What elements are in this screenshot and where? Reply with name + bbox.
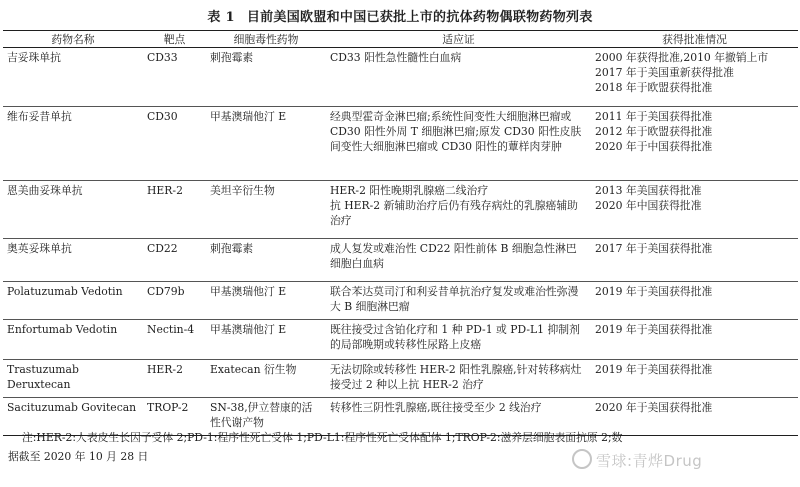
drug-name-cell: Sacituzumab Govitecan bbox=[7, 401, 137, 414]
approval-line: 2013 年美国获得批准 bbox=[595, 184, 702, 197]
payload-cell: SN-38,伊立替康的活性代谢产物 bbox=[210, 401, 313, 429]
target-cell: CD33 bbox=[147, 51, 178, 64]
approval-line: 2019 年于美国获得批准 bbox=[595, 363, 713, 376]
indication-text: CD33 阳性急性髓性白血病 bbox=[330, 51, 462, 64]
indication-text: 无法切除或转移性 HER-2 阳性乳腺癌,针对转移病灶接受过 2 种以上抗 HER-2 治疗 bbox=[330, 363, 582, 391]
indication-cell bbox=[326, 282, 591, 320]
approval-line: 2011 年于美国获得批准 bbox=[595, 110, 713, 123]
payload-cell: 甲基澳瑞他汀 E bbox=[210, 323, 287, 336]
approval-cell bbox=[591, 181, 798, 239]
adc-drug-table bbox=[3, 30, 798, 436]
indication-text: 联合苯达莫司汀和利妥昔单抗治疗复发或难治性弥漫大 B 细胞淋巴瘤 bbox=[330, 285, 579, 313]
table-row bbox=[3, 239, 798, 282]
approval-line: 2020 年中国获得批准 bbox=[595, 199, 702, 212]
footnote-line: 注:HER-2:人表皮生长因子受体 2;PD-1:程序性死亡受体 1;PD-L1:程序性死亡受体配体 1;TROP-2:滋养层细胞表面抗原 2;数 bbox=[22, 431, 623, 444]
indication-cell bbox=[326, 48, 591, 107]
drug-name-cell: 恩美曲妥珠单抗 bbox=[7, 184, 83, 197]
indication-text: 成人复发或难治性 CD22 阳性前体 B 细胞急性淋巴细胞白血病 bbox=[330, 242, 577, 270]
approval-line: 2000 年获得批准,2010 年撤销上市 bbox=[595, 51, 769, 64]
approval-cell bbox=[591, 282, 798, 320]
target-cell: TROP-2 bbox=[147, 401, 189, 414]
table-row bbox=[3, 360, 798, 398]
approval-cell bbox=[591, 320, 798, 360]
indication-text: 转移性三阴性乳腺癌,既往接受至少 2 线治疗 bbox=[330, 401, 542, 414]
payload-cell: 美坦辛衍生物 bbox=[210, 184, 275, 197]
approval-line: 2019 年于美国获得批准 bbox=[595, 323, 713, 336]
table-title: 目前美国欧盟和中国已获批上市的抗体药物偶联物药物列表 bbox=[246, 10, 593, 25]
payload-cell: Exatecan 衍生物 bbox=[210, 363, 297, 376]
payload-cell: 刺孢霉素 bbox=[210, 242, 254, 255]
table-row bbox=[3, 181, 798, 239]
indication-text: 既往接受过含铂化疗和 1 种 PD-1 或 PD-L1 抑制剂的局部晚期或转移性尿路上皮癌 bbox=[330, 323, 580, 351]
snowball-logo-icon bbox=[572, 449, 592, 469]
approval-cell bbox=[591, 239, 798, 282]
table-row bbox=[3, 48, 798, 107]
header-approval: 获得批准情况 bbox=[662, 32, 727, 46]
approval-line: 2020 年于美国获得批准 bbox=[595, 401, 713, 414]
target-cell: Nectin-4 bbox=[147, 323, 195, 336]
drug-name-cell: Enfortumab Vedotin bbox=[7, 323, 118, 336]
target-cell: CD30 bbox=[147, 110, 178, 123]
indication-cell bbox=[326, 107, 591, 181]
approval-line: 2017 年于美国重新获得批准 bbox=[595, 66, 734, 79]
indication-text: 经典型霍奇金淋巴瘤;系统性间变性大细胞淋巴瘤或 CD30 阳性外周 T 细胞淋巴瘤;原发 CD30 阳性皮肤间变性大细胞淋巴瘤或 CD30 阳性的蕈样肉芽肿 bbox=[330, 110, 582, 153]
table-row bbox=[3, 282, 798, 320]
indication-cell bbox=[326, 360, 591, 398]
indication-text: 抗 HER-2 新辅助治疗后仍有残存病灶的乳腺癌辅助治疗 bbox=[330, 199, 578, 227]
footnote-line: 据截至 2020 年 10 月 28 日 bbox=[8, 450, 149, 463]
target-cell: CD79b bbox=[147, 285, 185, 298]
approval-cell bbox=[591, 48, 798, 107]
indication-text: HER-2 阳性晚期乳腺癌二线治疗 bbox=[330, 184, 489, 197]
watermark bbox=[572, 449, 702, 471]
drug-name-cell: Polatuzumab Vedotin bbox=[7, 285, 123, 298]
approval-cell bbox=[591, 107, 798, 181]
approval-cell bbox=[591, 360, 798, 398]
header-drug-name: 药物名称 bbox=[51, 32, 95, 46]
payload-cell: 甲基澳瑞他汀 E bbox=[210, 285, 287, 298]
indication-cell bbox=[326, 239, 591, 282]
table-row bbox=[3, 107, 798, 181]
indication-cell bbox=[326, 181, 591, 239]
target-cell: CD22 bbox=[147, 242, 178, 255]
indication-cell bbox=[326, 320, 591, 360]
drug-name-cell: Trastuzumab Deruxtecan bbox=[7, 363, 79, 391]
approval-line: 2012 年于欧盟获得批准 bbox=[595, 125, 713, 138]
payload-cell: 甲基澳瑞他汀 E bbox=[210, 110, 287, 123]
target-cell: HER-2 bbox=[147, 363, 183, 376]
table-number: 表 1 bbox=[207, 10, 235, 25]
approval-line: 2017 年于美国获得批准 bbox=[595, 242, 713, 255]
approval-line: 2018 年于欧盟获得批准 bbox=[595, 81, 713, 94]
drug-name-cell: 奥英妥珠单抗 bbox=[7, 242, 72, 255]
approval-line: 2020 年于中国获得批准 bbox=[595, 140, 713, 153]
table-header-row bbox=[3, 31, 798, 48]
approval-line: 2019 年于美国获得批准 bbox=[595, 285, 713, 298]
payload-cell: 刺孢霉素 bbox=[210, 51, 254, 64]
header-target: 靶点 bbox=[163, 32, 186, 46]
table-caption bbox=[0, 6, 800, 25]
target-cell: HER-2 bbox=[147, 184, 183, 197]
table-row bbox=[3, 320, 798, 360]
drug-name-cell: 维布妥昔单抗 bbox=[7, 110, 72, 123]
watermark-text: 雪球:青烨Drug bbox=[596, 452, 703, 470]
header-indication: 适应证 bbox=[442, 32, 475, 46]
header-payload: 细胞毒性药物 bbox=[233, 32, 299, 46]
drug-name-cell: 吉妥珠单抗 bbox=[7, 51, 61, 64]
